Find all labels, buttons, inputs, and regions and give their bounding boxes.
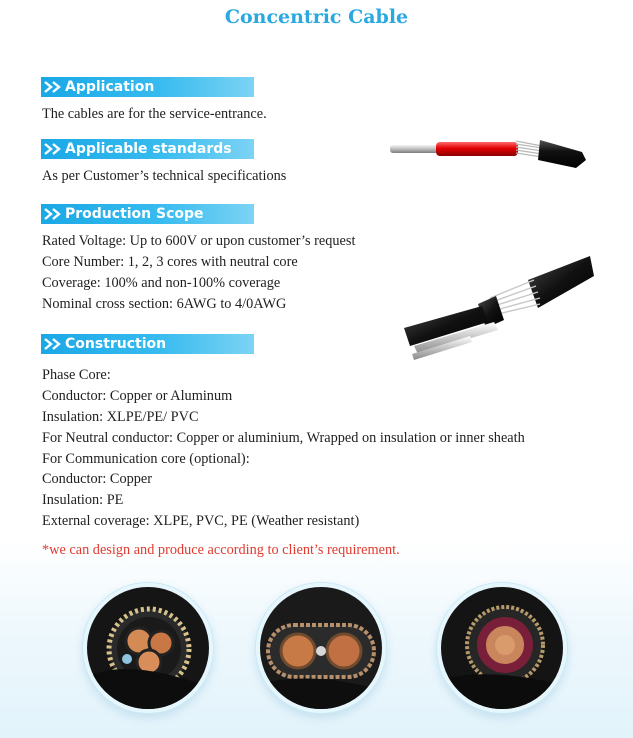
double-chevron-icon [43,207,63,221]
double-chevron-icon [43,80,63,94]
construction-line-insulation: Insulation: XLPE/PE/ PVC [42,409,199,425]
scope-line-cross-section: Nominal cross section: 6AWG to 4/0AWG [42,296,287,312]
double-chevron-icon [43,142,63,156]
construction-line-neutral: For Neutral conductor: Copper or aluminium, Wrapped on insulation or inner sheath [42,430,525,446]
section-heading: Application [65,79,155,95]
section-header-production-scope [41,204,254,224]
cross-section-flat-two-core [256,583,386,713]
construction-line-communication: For Communication core (optional): [42,451,250,467]
construction-line-comm-conductor: Conductor: Copper [42,471,152,487]
scope-line-core-number: Core Number: 1, 2, 3 cores with neutral core [42,254,298,270]
cross-section-single-core [437,583,567,713]
concentric-cable-photo [398,250,594,368]
page-title: Concentric Cable [224,6,409,28]
cross-section-three-core [83,583,213,713]
construction-line-comm-insulation: Insulation: PE [42,492,124,508]
requirement-note: *we can design and produce according to client’s requirement. [42,542,400,558]
section-heading: Production Scope [65,206,204,222]
section-header-construction [41,334,254,354]
scope-line-voltage: Rated Voltage: Up to 600V or upon customer’s request [42,233,356,249]
construction-line-phase-core: Phase Core: [42,367,111,383]
construction-line-external: External coverage: XLPE, PVC, PE (Weather resistant) [42,513,360,529]
section-heading: Applicable standards [65,141,232,157]
construction-line-conductor: Conductor: Copper or Aluminum [42,388,233,404]
section-header-standards [41,139,254,159]
standards-line: As per Customer’s technical specifications [42,168,287,184]
single-core-cable-photo [386,128,591,184]
double-chevron-icon [43,337,63,351]
section-header-application [41,77,254,97]
section-heading: Construction [65,336,167,352]
application-line: The cables are for the service-entrance. [42,106,267,122]
scope-line-coverage: Coverage: 100% and non-100% coverage [42,275,281,291]
